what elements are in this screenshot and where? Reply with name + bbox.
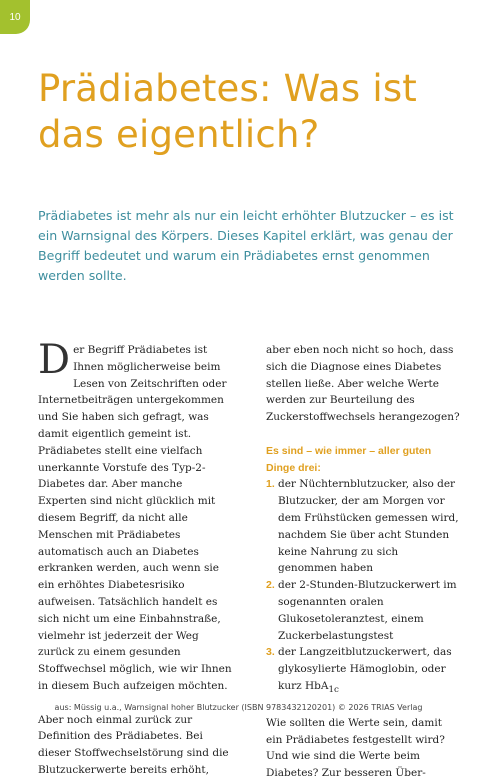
criteria-subheading: Es sind – wie immer – aller guten Dinge drei:: [266, 444, 432, 474]
source-footer: aus: Müssig u.a., Warnsignal hoher Blutzucker (ISBN 9783432120201) © 2026 TRIAS Verlag: [54, 703, 423, 712]
page-number-badge: [0, 0, 30, 34]
list-item-text: der Langzeitblutzuckerwert, das glykosylierte Hämoglobin, oder kurz HbA: [278, 646, 452, 692]
chapter-title: Prädiabetes: Was ist das eigentlich?: [38, 67, 418, 156]
page-number: 10: [9, 11, 21, 23]
hba1c-subscript: 1c: [328, 685, 339, 696]
list-number: 2.: [266, 579, 275, 592]
drop-cap: D: [38, 337, 71, 383]
right-paragraph-2: Wie sollten die Werte sein, damit ein Prädiabetes festgestellt wird? Und wie sind die Werte beim Diabetes? Zur besseren Über-: [266, 716, 445, 780]
right-paragraph-1: aber eben noch nicht so hoch, dass sich die Diagnose eines Diabetes stellen ließe. Aber welche Werte werden zur Beurteilung des Zuckerstoffwechsels herangezogen?: [266, 344, 460, 424]
list-item: [266, 577, 460, 644]
left-column: [38, 337, 232, 779]
criteria-list: [266, 476, 460, 698]
right-column: [266, 342, 460, 782]
list-number: 1.: [266, 478, 275, 491]
list-item-text: der 2-Stunden-Blutzuckerwert im sogenannten oralen Glukosetoleranztest, einem Zuckerbelastungstest: [278, 579, 457, 642]
list-number: 3.: [266, 646, 275, 659]
list-item: [266, 476, 460, 577]
left-paragraph-1: [38, 337, 232, 695]
chapter-lead: Prädiabetes ist mehr als nur ein leicht erhöhter Blutzucker – es ist ein Warnsignal des Körpers. Dieses Kapitel erklärt, was genau der Begriff bedeutet und warum ein Prädiabetes ernst genommen werden sollte.: [38, 208, 454, 283]
list-item-text: der Nüchternblutzucker, also der Blutzucker, der am Morgen vor dem Frühstücken gemessen wird, nachdem Sie über acht Stunden keine Nahrung zu sich genommen haben: [278, 478, 459, 575]
left-paragraph-2: Aber noch einmal zurück zur Definition des Prädiabetes. Bei dieser Stoffwechselstörung sind die Blutzuckerwerte bereits erhöht,: [38, 713, 229, 776]
list-item: [266, 644, 460, 698]
left-paragraph-1-text: er Begriff Prädiabetes ist Ihnen möglicherweise beim Lesen von Zeitschriften oder Internetbeiträgen untergekommen und Sie haben sich gefragt, was damit eigentlich gemeint ist. Prädiabetes stellt eine vielfach unerkannte Vorstufe des Typ-2-Diabetes dar. Aber manche Experten sind nicht glücklich mit diesem Begriff, da nicht alle Menschen mit Prädiabetes automatisch auch an Diabetes erkranken werden, auch wenn sie ein erhöhtes Diabetesrisiko aufweisen. Tatsächlich handelt es sich nicht um eine Einbahnstraße, vielmehr ist jederzeit der Weg zurück zu einem gesunden Stoffwechsel möglich, wie wir Ihnen in diesem Buch aufzeigen möchten.: [38, 344, 232, 692]
